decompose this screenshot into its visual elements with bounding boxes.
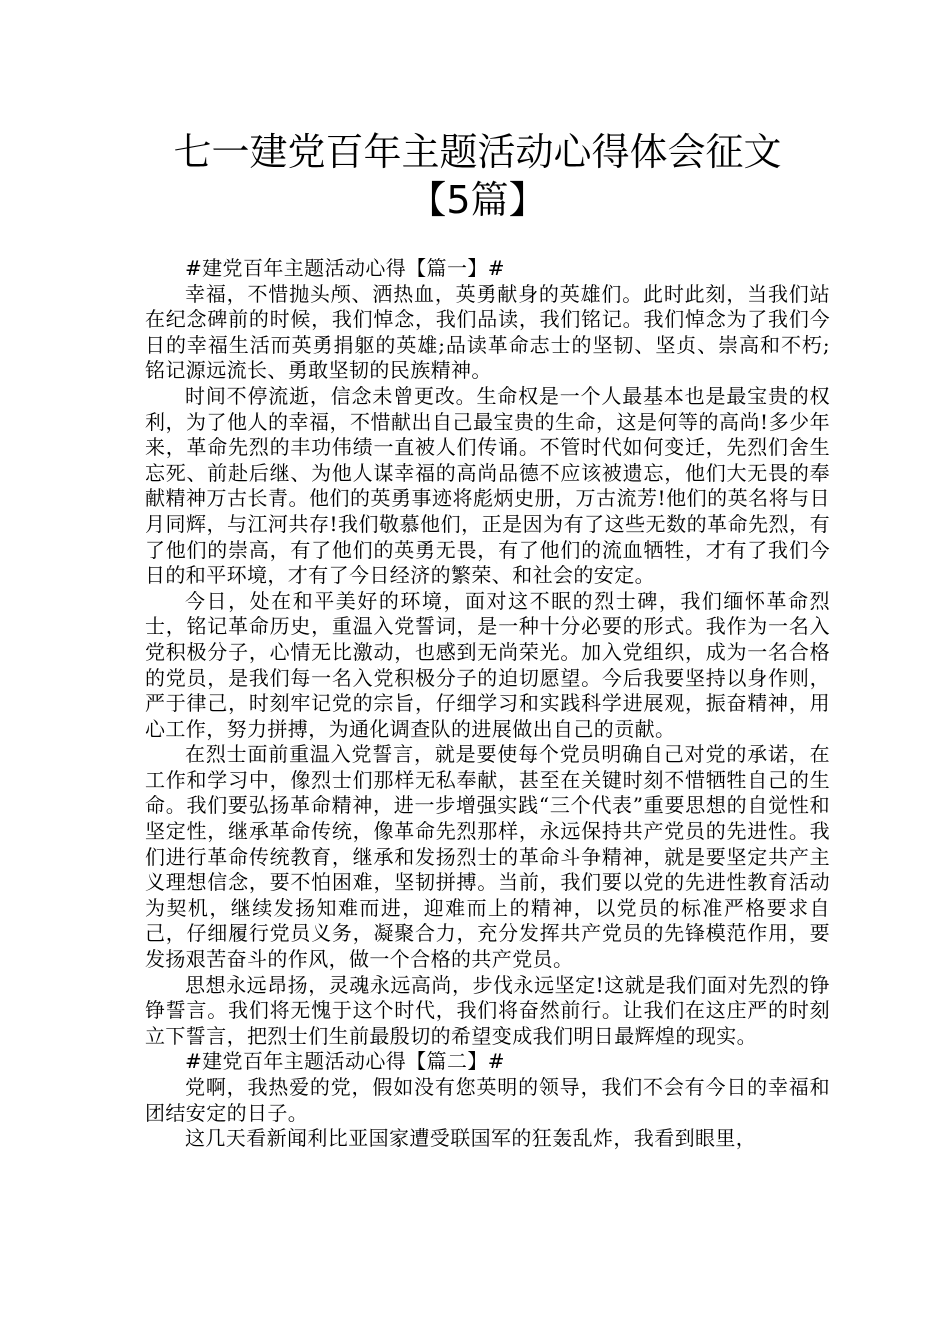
paragraph: 在烈士面前重温入党誓言，就是要使每个党员明确自己对党的承诺，在工作和学习中，像烈士们那样无私奉献，甚至在关键时刻不惜牺牲自己的生命。我们要弘扬革命精神，进一步增强实践“三个代表”重要思想的自觉性和坚定性，继承革命传统，像革命先烈那样，永远保持共产党员的先进性。我们进行革命传统教育，继承和发扬烈士的革命斗争精神，就是要坚定共产主义理想信念，要不怕困难，坚韧拼搏。当前，我们要以党的先进性教育活动为契机，继续发扬知难而进，迎难而上的精神，以党员的标准严格要求自己，仔细履行党员义务，凝聚合力，充分发挥共产党员的先锋模范作用，要发扬艰苦奋斗的作风，做一个合格的共产党员。 (145, 742, 830, 972)
title-line-1: 七一建党百年主题活动心得体会征文 (173, 130, 782, 174)
paragraph: 今日，处在和平美好的环境，面对这不眠的烈士碑，我们缅怀革命烈士，铭记革命历史，重温入党誓词，是一种十分必要的形式。我作为一名入党积极分子，心情无比激动，也感到无尚荣光。加入党组织，成为一名合格的党员，是我们每一名入党积极分子的迫切愿望。今后我要坚持以身作则，严于律己，时刻牢记党的宗旨，仔细学习和实践科学进展观，振奋精神，用心工作，努力拼搏，为通化调查队的进展做出自己的贡献。 (145, 588, 830, 741)
document-body (145, 256, 830, 1152)
document-title (125, 128, 830, 224)
paragraph: 党啊，我热爱的党，假如没有您英明的领导，我们不会有今日的幸福和团结安定的日子。 (145, 1075, 830, 1125)
paragraph: 时间不停流逝，信念未曾更改。生命权是一个人最基本也是最宝贵的权利，为了他人的幸福，不惜献出自己最宝贵的生命，这是何等的高尚!多少年来，革命先烈的丰功伟绩一直被人们传诵。不管时代如何变迁，先烈们舍生忘死、前赴后继、为他人谋幸福的高尚品德不应该被遗忘，他们大无畏的奉献精神万古长青。他们的英勇事迹将彪炳史册，万古流芳!他们的英名将与日月同辉，与江河共存!我们敬慕他们，正是因为有了这些无数的革命先烈，有了他们的崇高，有了他们的英勇无畏，有了他们的流血牺牲，才有了我们今日的和平环境，才有了今日经济的繁荣、和社会的安定。 (145, 383, 830, 588)
title-line-2: 【5篇】 (408, 178, 547, 222)
section-heading-1: #建党百年主题活动心得【篇一】# (185, 256, 505, 280)
section-heading-2: #建党百年主题活动心得【篇二】# (185, 1049, 505, 1074)
paragraph: 幸福，不惜抛头颅、洒热血，英勇献身的英雄们。此时此刻，当我们站在纪念碑前的时候，我们悼念，我们品读，我们铭记。我们悼念为了我们今日的幸福生活而英勇捐躯的英雄;品读革命志士的坚韧、坚贞、崇高和不朽;铭记源远流长、勇敢坚韧的民族精神。 (145, 281, 830, 383)
paragraph: 这几天看新闻利比亚国家遭受联国军的狂轰乱炸，我看到眼里， (185, 1126, 757, 1151)
paragraph: 思想永远昂扬，灵魂永远高尚，步伐永远坚定!这就是我们面对先烈的铮铮誓言。我们将无愧于这个时代，我们将奋然前行。让我们在这庄严的时刻立下誓言，把烈士们生前最殷切的希望变成我们明日最辉煌的现实。 (145, 972, 830, 1048)
